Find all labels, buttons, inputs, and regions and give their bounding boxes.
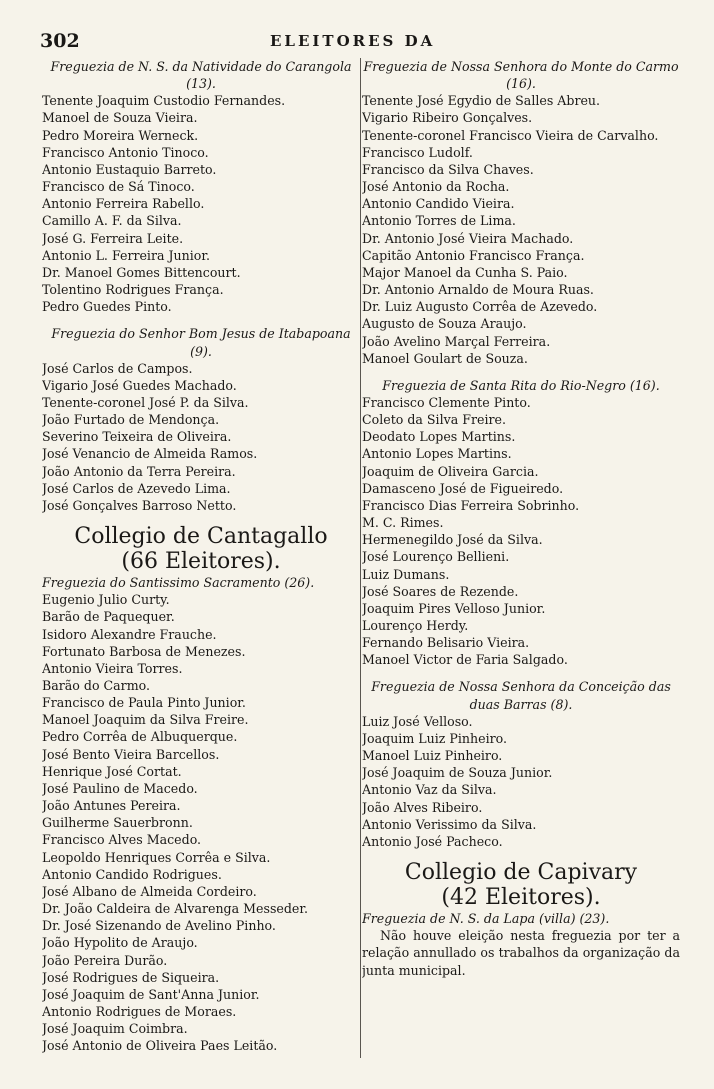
- elector-name: Pedro Corrêa de Albuquerque.: [42, 729, 238, 745]
- elector-name: Antonio José Pacheco.: [362, 833, 503, 849]
- elector-name: José Albano de Almeida Cordeiro.: [42, 883, 257, 899]
- section-gap: [362, 367, 680, 377]
- elector-name: Tenente-coronel José P. da Silva.: [42, 394, 249, 410]
- elector-name: Tolentino Rodrigues França.: [42, 282, 224, 298]
- elector-name: Manoel Goulart de Souza.: [362, 350, 528, 366]
- parish-heading: Freguezia do Santissimo Sacramento (26).: [42, 575, 315, 591]
- elector-name: José Venancio de Almeida Ramos.: [42, 446, 258, 462]
- elector-name: José Joaquim de Sant'Anna Junior.: [42, 986, 260, 1002]
- page-header: [40, 30, 674, 52]
- elector-name: José Bento Vieira Barcellos.: [42, 746, 220, 762]
- elector-name: José Joaquim de Souza Junior.: [362, 765, 553, 781]
- elector-name: Guilherme Sauerbronn.: [42, 815, 193, 831]
- elector-name: Henrique José Cortat.: [42, 763, 182, 779]
- elector-name: Severino Teixeira de Oliveira.: [42, 429, 232, 445]
- elector-name: Antonio Ferreira Rabello.: [42, 196, 205, 212]
- elector-name: Joaquim de Oliveira Garcia.: [362, 463, 539, 479]
- elector-name: Augusto de Souza Araujo.: [362, 316, 527, 332]
- college-title: Collegio de Capivary: [404, 860, 638, 886]
- elector-name: José Carlos de Azevedo Lima.: [42, 480, 231, 496]
- elector-name: Manoel Victor de Faria Salgado.: [362, 652, 568, 668]
- elector-name: Damasceno José de Figueiredo.: [362, 480, 564, 496]
- elector-name: Dr. Antonio Arnaldo de Moura Ruas.: [362, 282, 594, 298]
- parish-heading: Freguezia de N. S. da Natividade do Carangola (13).: [50, 59, 352, 92]
- college-subtitle: (66 Eleitores).: [121, 549, 281, 575]
- elector-name: Antonio Lopes Martins.: [362, 446, 512, 462]
- elector-name: João Pereira Durão.: [42, 952, 168, 968]
- elector-name: Antonio Vaz da Silva.: [362, 782, 497, 798]
- parish-note: Não houve eleição nesta freguezia por ter a relação annullado os trabalhos da organização da junta municipal.: [362, 928, 680, 978]
- elector-name: Luiz José Velloso.: [362, 713, 473, 729]
- section-gap: [42, 514, 360, 524]
- left-column: [42, 58, 360, 1054]
- elector-name: Francisco Ludolf.: [362, 144, 473, 160]
- elector-name: José Gonçalves Barroso Netto.: [42, 497, 237, 513]
- elector-name: Antonio L. Ferreira Junior.: [42, 247, 211, 263]
- elector-name: João Avelino Marçal Ferreira.: [362, 333, 551, 349]
- elector-name: Isidoro Alexandre Frauche.: [42, 626, 217, 642]
- parish-heading: Freguezia de Santa Rita do Rio-Negro (16).: [382, 377, 660, 393]
- elector-name: Manoel de Souza Vieira.: [42, 110, 198, 126]
- elector-name: Dr. José Sizenando de Avelino Pinho.: [42, 918, 276, 934]
- column-divider: [360, 58, 361, 1058]
- elector-name: Fernando Belisario Vieira.: [362, 635, 530, 651]
- college-title: Collegio de Cantagallo: [74, 524, 328, 550]
- elector-name: José Paulino de Macedo.: [42, 780, 198, 796]
- right-column: [362, 58, 680, 979]
- elector-name: Dr. Luiz Augusto Corrêa de Azevedo.: [362, 299, 598, 315]
- section-gap: [42, 315, 360, 325]
- running-title: ELEITORES DA: [270, 32, 436, 50]
- elector-name: José Carlos de Campos.: [42, 360, 193, 376]
- elector-name: Pedro Guedes Pinto.: [42, 299, 172, 315]
- elector-name: João Hypolito de Araujo.: [42, 935, 198, 951]
- elector-name: João Antunes Pereira.: [42, 798, 181, 814]
- elector-name: Deodato Lopes Martins.: [362, 429, 516, 445]
- parish-heading: Freguezia de N. S. da Lapa (villa) (23).: [362, 911, 610, 927]
- elector-name: Coleto da Silva Freire.: [362, 412, 506, 428]
- elector-name: Manoel Joaquim da Silva Freire.: [42, 712, 249, 728]
- elector-name: Camillo A. F. da Silva.: [42, 213, 182, 229]
- elector-name: Francisco de Paula Pinto Junior.: [42, 695, 246, 711]
- elector-name: Eugenio Julio Curty.: [42, 592, 170, 608]
- elector-name: M. C. Rimes.: [362, 515, 444, 531]
- elector-name: Antonio Candido Vieira.: [362, 196, 515, 212]
- elector-name: Francisco da Silva Chaves.: [362, 161, 534, 177]
- parish-heading: Freguezia de Nossa Senhora do Monte do Carmo (16).: [363, 59, 679, 92]
- elector-name: José Rodrigues de Siqueira.: [42, 969, 220, 985]
- elector-name: Vigario José Guedes Machado.: [42, 377, 237, 393]
- elector-name: Antonio Rodrigues de Moraes.: [42, 1003, 237, 1019]
- elector-name: Francisco Clemente Pinto.: [362, 394, 531, 410]
- elector-name: Antonio Verissimo da Silva.: [362, 816, 537, 832]
- elector-name: Hermenegildo José da Silva.: [362, 532, 543, 548]
- elector-name: Francisco Dias Ferreira Sobrinho.: [362, 497, 580, 513]
- elector-name: João Antonio da Terra Pereira.: [42, 463, 236, 479]
- elector-name: Leopoldo Henriques Corrêa e Silva.: [42, 849, 271, 865]
- elector-name: Joaquim Pires Velloso Junior.: [362, 600, 546, 616]
- elector-name: Manoel Luiz Pinheiro.: [362, 748, 503, 764]
- elector-name: Tenente José Egydio de Salles Abreu.: [362, 93, 601, 109]
- elector-name: José Antonio de Oliveira Paes Leitão.: [42, 1038, 278, 1054]
- elector-name: José Joaquim Coimbra.: [42, 1021, 188, 1037]
- elector-name: Dr. Antonio José Vieira Machado.: [362, 230, 574, 246]
- elector-name: João Furtado de Mendonça.: [42, 412, 220, 428]
- elector-name: Francisco de Sá Tinoco.: [42, 179, 195, 195]
- elector-name: Fortunato Barbosa de Menezes.: [42, 643, 246, 659]
- elector-name: José Soares de Rezende.: [362, 583, 519, 599]
- elector-name: Francisco Antonio Tinoco.: [42, 144, 209, 160]
- elector-name: João Alves Ribeiro.: [362, 799, 483, 815]
- elector-name: Antonio Torres de Lima.: [362, 213, 516, 229]
- elector-name: Capitão Antonio Francisco França.: [362, 247, 585, 263]
- elector-name: Joaquim Luiz Pinheiro.: [362, 730, 508, 746]
- elector-name: Dr. João Caldeira de Alvarenga Messeder.: [42, 901, 309, 917]
- elector-name: Tenente-coronel Francisco Vieira de Carvalho.: [362, 127, 659, 143]
- elector-name: Antonio Eustaquio Barreto.: [42, 161, 217, 177]
- elector-name: Francisco Alves Macedo.: [42, 832, 202, 848]
- parish-heading: Freguezia do Senhor Bom Jesus de Itabapoana (9).: [51, 326, 351, 359]
- elector-name: Antonio Candido Rodrigues.: [42, 866, 222, 882]
- elector-name: Vigario Ribeiro Gonçalves.: [362, 110, 533, 126]
- elector-name: Antonio Vieira Torres.: [42, 660, 183, 676]
- elector-name: José Lourenço Bellieni.: [362, 549, 510, 565]
- elector-name: Barão do Carmo.: [42, 678, 150, 693]
- page-number: 302: [40, 30, 80, 52]
- elector-name: Barão de Paquequer.: [42, 609, 175, 625]
- elector-name: Lourenço Herdy.: [362, 618, 469, 633]
- section-gap: [362, 850, 680, 860]
- elector-name: Luiz Dumans.: [362, 566, 450, 582]
- elector-name: Pedro Moreira Werneck.: [42, 127, 199, 143]
- elector-name: José Antonio da Rocha.: [362, 179, 510, 195]
- elector-name: José G. Ferreira Leite.: [42, 230, 184, 246]
- elector-name: Major Manoel da Cunha S. Paio.: [362, 264, 568, 280]
- college-subtitle: (42 Eleitores).: [441, 885, 601, 911]
- elector-name: Tenente Joaquim Custodio Fernandes.: [42, 93, 286, 109]
- section-gap: [362, 668, 680, 678]
- parish-heading: Freguezia de Nossa Senhora da Conceição das duas Barras (8).: [371, 679, 671, 712]
- elector-name: Dr. Manoel Gomes Bittencourt.: [42, 264, 241, 280]
